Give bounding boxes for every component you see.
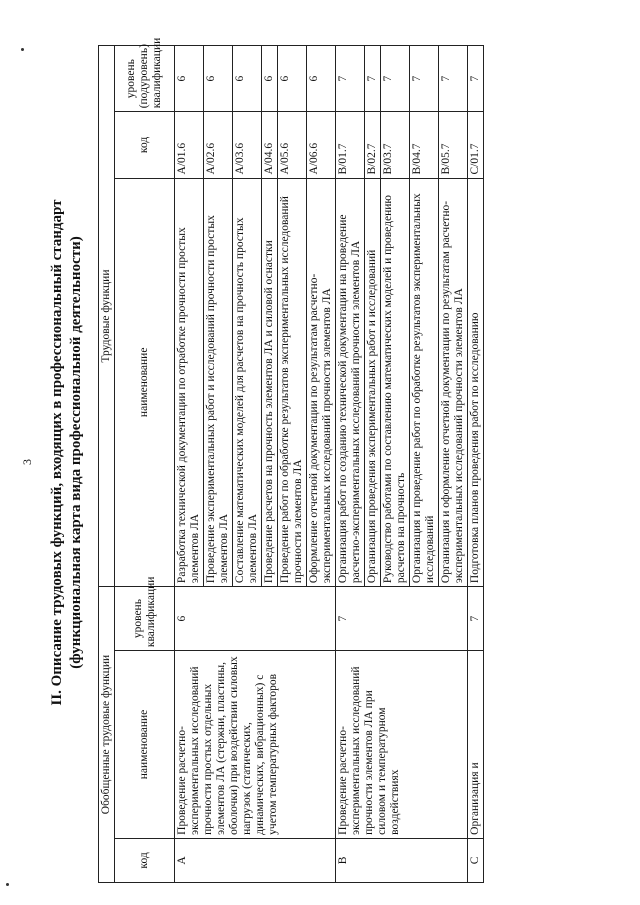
function-level: 6 — [175, 46, 204, 112]
function-level: 6 — [262, 46, 278, 112]
function-level: 7 — [365, 46, 381, 112]
function-code: B/01.7 — [336, 112, 365, 178]
function-code: A/03.6 — [233, 112, 262, 178]
title-line-2: (функциональная карта вида профессиональной деятельности) — [68, 236, 84, 669]
function-name: Организация и оформление отчетной документации по результатам расчетно-экспериментальных исследований прочности элементов ЛА — [439, 178, 468, 587]
page-title — [48, 0, 86, 905]
group-code: C — [468, 838, 484, 882]
function-name: Разработка технической документации по отработке прочности простых элементов ЛА — [175, 178, 204, 587]
function-name: Организация работ по созданию технической документации на проведение расчетно-экспериментальных исследований прочности элементов ЛА — [336, 178, 365, 587]
function-code: A/02.6 — [204, 112, 233, 178]
title-line-1: II. Описание трудовых функций, входящих в профессиональный стандарт — [49, 199, 65, 706]
function-code: A/01.6 — [175, 112, 204, 178]
function-code: A/04.6 — [262, 112, 278, 178]
header-generalized: Обобщенные трудовые функции — [99, 587, 115, 883]
function-name: Составление математических моделей для расчетов на прочность простых элементов ЛА — [233, 178, 262, 587]
function-code: B/02.7 — [365, 112, 381, 178]
group-level: 7 — [336, 587, 468, 651]
function-name: Подготовка планов проведения работ по исследованию — [468, 178, 484, 587]
table-body — [175, 46, 484, 883]
header-labor: Трудовые функции — [99, 46, 115, 587]
function-code: A/06.6 — [307, 112, 336, 178]
function-code: C/01.7 — [468, 112, 484, 178]
function-code: B/04.7 — [410, 112, 439, 178]
function-level: 7 — [410, 46, 439, 112]
function-code: A/05.6 — [278, 112, 307, 178]
function-level: 6 — [278, 46, 307, 112]
function-level: 7 — [468, 46, 484, 112]
function-level: 6 — [233, 46, 262, 112]
function-name: Оформление отчетной документации по результатам расчетно-экспериментальных исследований прочности элементов ЛА — [307, 178, 336, 587]
function-name: Организация проведения экспериментальных работ и исследований — [365, 178, 381, 587]
function-level: 6 — [204, 46, 233, 112]
function-name: Руководство работами по составлению математических моделей и проведению расчетов на прочность — [381, 178, 410, 587]
function-name: Проведение экспериментальных работ и исследований прочности простых элементов ЛА — [204, 178, 233, 587]
function-level: 6 — [307, 46, 336, 112]
group-code: A — [175, 838, 336, 882]
header-level: уровень квалификации — [115, 587, 175, 651]
header-sublevel: уровень (подуровень) квалификации — [115, 46, 175, 112]
group-level: 6 — [175, 587, 336, 651]
function-code: B/05.7 — [439, 112, 468, 178]
functions-table — [98, 37, 484, 883]
header-code: код — [115, 838, 175, 882]
function-level: 7 — [336, 46, 365, 112]
group-name: Организация и — [468, 651, 484, 839]
table-row — [468, 46, 484, 883]
group-name: Проведение расчетно-экспериментальных исследований прочности элементов ЛА при силовом и температурном воздействиях — [336, 651, 468, 839]
function-name: Проведение расчетов на прочность элементов ЛА и силовой оснастки — [262, 178, 278, 587]
function-code: B/03.7 — [381, 112, 410, 178]
group-code: B — [336, 838, 468, 882]
header-function-name: наименование — [115, 178, 175, 587]
group-level: 7 — [468, 587, 484, 651]
header-function-code: код — [115, 112, 175, 178]
function-name: Организация и проведение работ по обработке результатов экспериментальных исследований — [410, 178, 439, 587]
function-name: Проведение работ по обработке результатов экспериментальных исследований прочности элементов ЛА — [278, 178, 307, 587]
table-row — [336, 46, 365, 883]
function-level: 7 — [381, 46, 410, 112]
table-row — [175, 46, 204, 883]
function-level: 7 — [439, 46, 468, 112]
page-number: 3 — [20, 459, 34, 465]
header-name: наименование — [115, 651, 175, 839]
group-name: Проведение расчетно-экспериментальных исследований прочности простых отдельных элементов ЛА (стержни, пластины, оболочки) при воздействии силовых нагрузок (статических, динамических, вибрационных) с учетом температурных факторов — [175, 651, 336, 839]
